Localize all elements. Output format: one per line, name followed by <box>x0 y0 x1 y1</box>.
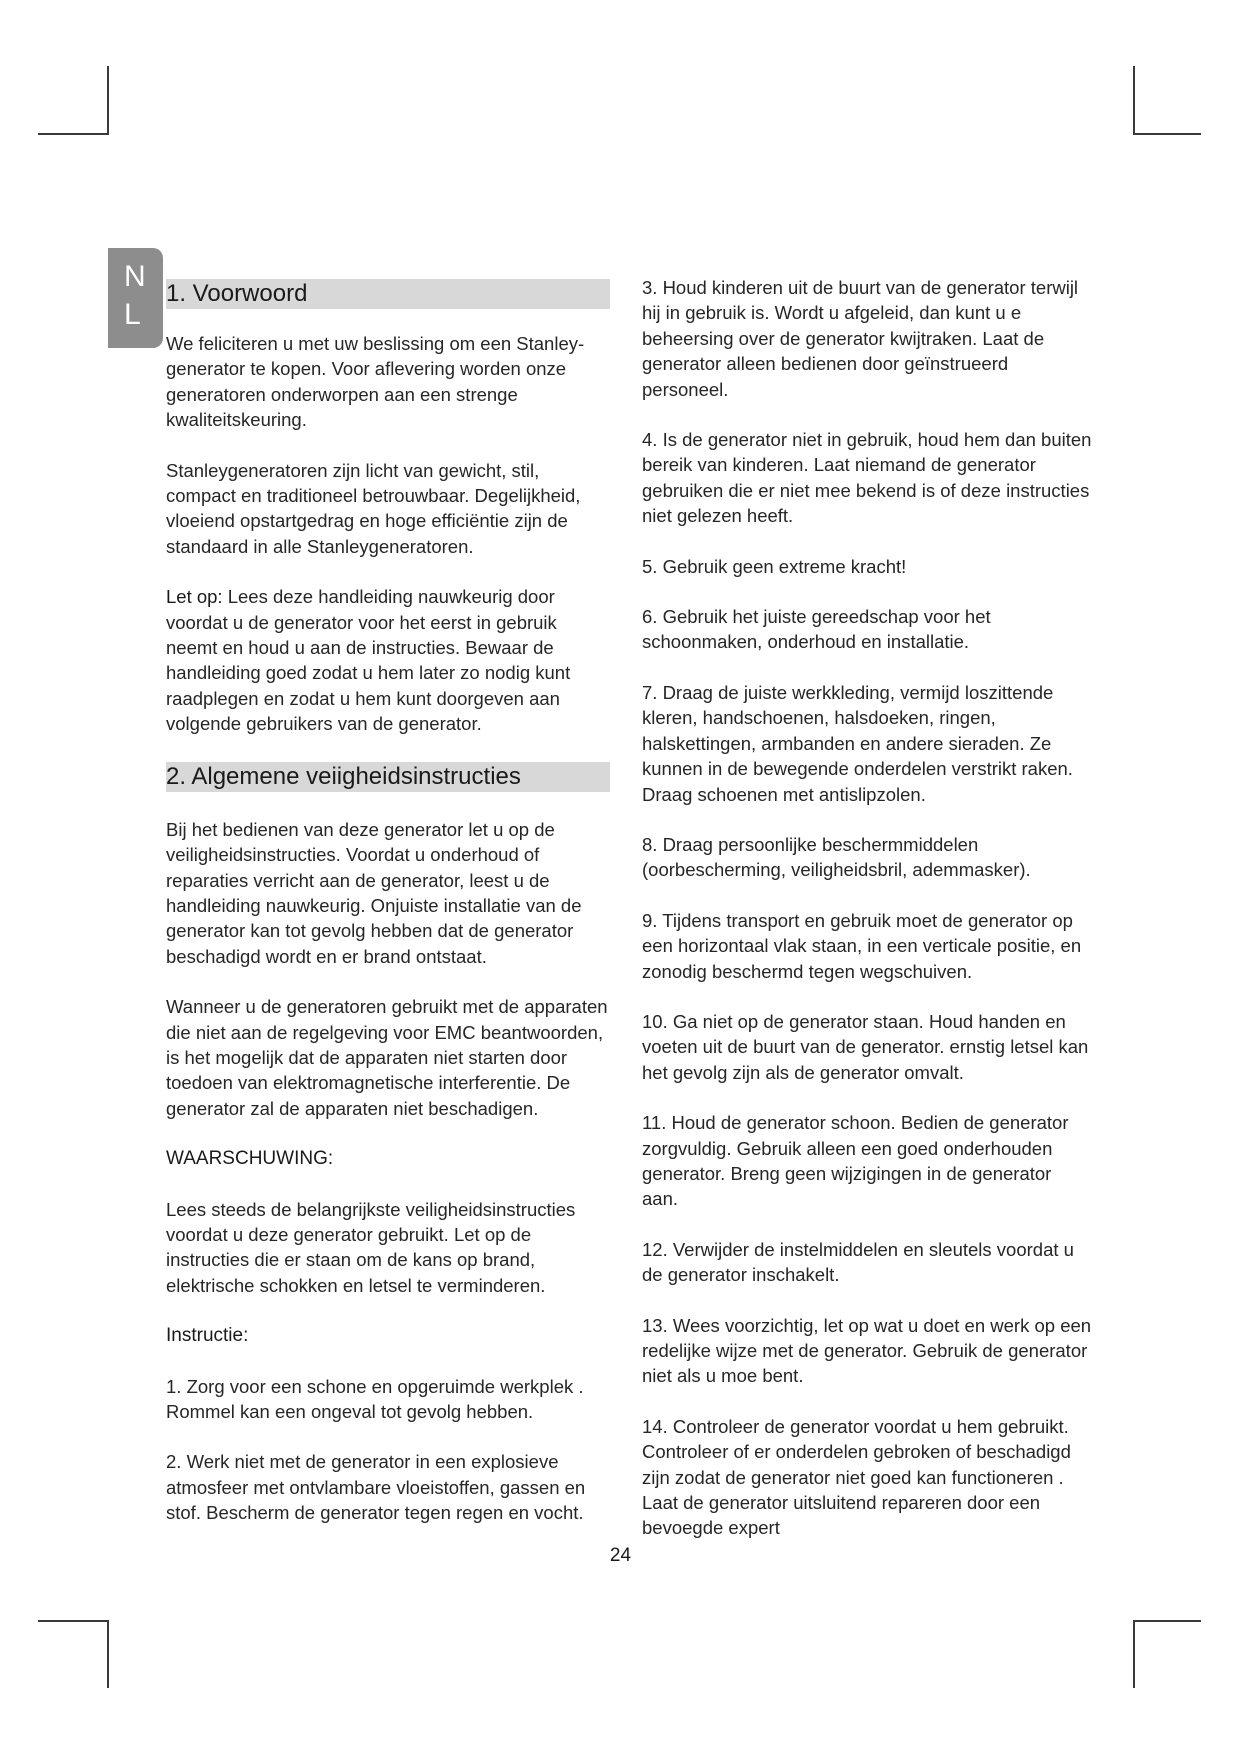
page-number: 24 <box>609 1545 632 1566</box>
instruction-item: 7. Draag de juiste werkkleding, vermijd loszittende kleren, handschoenen, halsdoeken, ringen, halskettingen, armbanden en andere sieraden. Ze kunnen in de bewegende onderdelen verstrikt raken. Draag schoenen met antislipzolen. <box>642 681 1073 805</box>
section-heading-safety: 2. Algemene veiigheidsinstructies <box>166 762 610 792</box>
language-tab <box>108 248 163 348</box>
instruction-item: 1. Zorg voor een schone en opgeruimde werkplek . Rommel kan een ongeval tot gevolg hebben. <box>166 1375 584 1422</box>
crop-mark-top-right-v <box>1133 66 1135 134</box>
instruction-item: 6. Gebruik het juiste gereedschap voor het schoonmaken, onderhoud en installatie. <box>642 606 991 653</box>
language-tab-letter-n: N <box>124 260 146 293</box>
instruction-label: Instructie: <box>166 1325 249 1347</box>
instruction-item: 13. Wees voorzichtig, let op wat u doet en werk op een redelijke wijze met de generator. Gebruik de generator niet als u moe bent. <box>642 1314 1092 1387</box>
instruction-item: 10. Ga niet op de generator staan. Houd handen en voeten uit de buurt van de generator. ernstig letsel kan het gevolg zijn als de generator omvalt. <box>642 1010 1089 1083</box>
instruction-item: 3. Houd kinderen uit de buurt van de generator terwijl hij in gebruik is. Wordt u afgeleid, dan kunt u e beheersing over de generator kwijtraken. Laat de generator alleen bedienen door geïnstrueerd personeel. <box>642 277 1079 400</box>
crop-mark-top-left-v <box>107 66 109 134</box>
paragraph-safety-intro: Bij het bedienen van deze generator let u op de veiligheidsinstructies. Voordat u onderhoud of reparaties verricht aan de generator, leest u de handleiding nauwkeurig. Onjuiste installatie van de generator kan tot gevolg hebben dat de generator beschadigd wordt en er brand ontstaat. <box>166 818 582 967</box>
note-label: Let op: <box>166 586 223 608</box>
crop-mark-bottom-right-h <box>1133 1620 1201 1622</box>
crop-mark-bottom-left-v <box>107 1620 109 1688</box>
crop-mark-top-left-h <box>38 133 109 135</box>
right-column <box>642 275 1092 1541</box>
paragraph-intro: We feliciteren u met uw beslissing om een Stanley-generator te kopen. Voor aflevering worden onze generatoren onderworpen aan een strenge kwaliteitskeuring. <box>166 333 585 431</box>
instruction-item: 4. Is de generator niet in gebruik, houd hem dan buiten bereik van kinderen. Laat niemand de generator gebruiken die er niet mee bekend is of deze instructies niet gelezen heeft. <box>642 429 1092 527</box>
paragraph-note <box>166 584 610 736</box>
crop-mark-bottom-right-v <box>1133 1620 1135 1688</box>
language-tab-letter-l: L <box>124 298 141 331</box>
note-text: Lees deze handleiding nauwkeurig door voordat u de generator voor het eerst in gebruik neemt en houd u aan de instructies. Bewaar de handleiding goed zodat u hem later zo nodig kunt raadplegen en zodat u hem kunt doorgeven aan volgende gebruikers van de generator. <box>166 586 571 735</box>
instruction-item: 9. Tijdens transport en gebruik moet de generator op een horizontaal vlak staan, in een verticale positie, en zonodig beschermd tegen wegschuiven. <box>642 909 1082 982</box>
crop-mark-top-right-h <box>1133 133 1201 135</box>
paragraph-features: Stanleygeneratoren zijn licht van gewicht, stil, compact en traditioneel betrouwbaar. Degelijkheid, vloeiend opstartgedrag en hoge efficiëntie zijn de standaard in alle Stanleygeneratoren. <box>166 459 581 557</box>
instruction-item: 5. Gebruik geen extreme kracht! <box>642 555 907 577</box>
left-column <box>166 275 610 1526</box>
crop-mark-bottom-left-h <box>38 1620 109 1622</box>
instruction-item: 2. Werk niet met de generator in een explosieve atmosfeer met ontvlambare vloeistoffen, gassen en stof. Bescherm de generator tegen regen en vocht. <box>166 1451 586 1524</box>
instruction-item: 12. Verwijder de instelmiddelen en sleutels voordat u de generator inschakelt. <box>642 1238 1074 1286</box>
warning-text: Lees steeds de belangrijkste veiligheidsinstructies voordat u deze generator gebruikt. Let op de instructies die er staan om de kans op brand, elektrische schokken en letsel te verminderen. <box>166 1198 576 1296</box>
warning-label: WAARSCHUWING: <box>166 1148 334 1170</box>
paragraph-emc: Wanneer u de generatoren gebruikt met de apparaten die niet aan de regelgeving voor EMC beantwoorden, is het mogelijk dat de apparaten niet starten door toedoen van elektromagnetische interferentie. De generator zal de apparaten niet beschadigen. <box>166 996 608 1119</box>
instruction-item: 14. Controleer de generator voordat u hem gebruikt. Controleer of er onderdelen gebroken of beschadigd zijn zodat de generator niet goed kan functioneren . Laat de generator uitsluitend repareren door een bevoegde expert <box>642 1415 1071 1539</box>
instruction-item: 8. Draag persoonlijke beschermmiddelen (oorbescherming, veiligheidsbril, ademmasker). <box>642 833 1031 881</box>
section-heading-voorwoord: 1. Voorwoord <box>166 279 610 309</box>
instruction-item: 11. Houd de generator schoon. Bedien de generator zorgvuldig. Gebruik alleen een goed onderhouden generator. Breng geen wijzigingen in de generator aan. <box>642 1112 1069 1210</box>
